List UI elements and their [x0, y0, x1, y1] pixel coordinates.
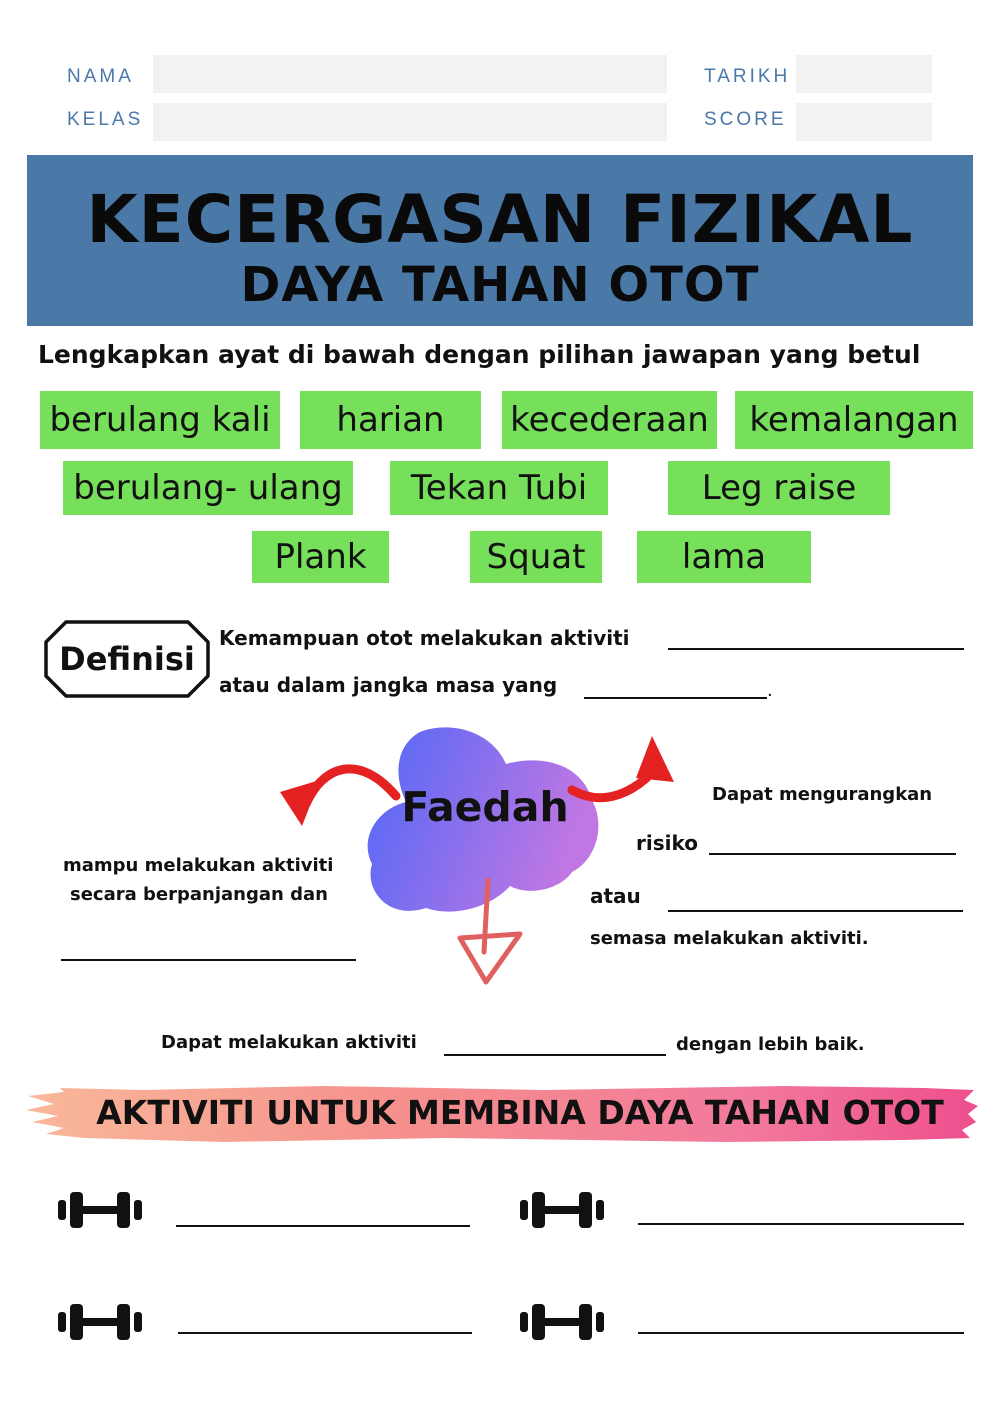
word-chip-tekan-tubi[interactable]: Tekan Tubi — [390, 461, 608, 515]
definition-line-2: atau dalam jangka masa yang — [219, 673, 558, 697]
kelas-field[interactable] — [153, 103, 667, 141]
benefit-right-line-2: risiko — [636, 831, 698, 855]
faedah-label: Faedah — [401, 783, 569, 831]
activities-heading: AKTIVITI UNTUK MEMBINA DAYA TAHAN OTOT — [96, 1093, 944, 1132]
tarikh-field[interactable] — [796, 55, 932, 93]
instruction-text: Lengkapkan ayat di bawah dengan pilihan jawapan yang betul — [38, 340, 921, 369]
arrow-left-icon — [280, 769, 396, 826]
benefit-right-blank-1[interactable] — [709, 853, 956, 855]
dumbbell-icon — [58, 1190, 142, 1230]
definition-blank-1[interactable] — [668, 648, 964, 650]
dumbbell-icon — [520, 1302, 604, 1342]
activity-blank-3[interactable] — [178, 1332, 472, 1334]
definition-label: Definisi — [59, 640, 195, 678]
benefit-bottom-blank[interactable] — [444, 1054, 666, 1056]
definition-blank-2[interactable] — [584, 697, 767, 699]
definition-period: . — [767, 680, 773, 701]
activity-blank-4[interactable] — [638, 1332, 964, 1334]
benefit-bottom-end: dengan lebih baik. — [676, 1034, 865, 1055]
nama-label: NAMA — [67, 66, 134, 87]
benefit-right-blank-2[interactable] — [668, 910, 963, 912]
benefit-bottom-start: Dapat melakukan aktiviti — [161, 1032, 417, 1053]
word-chip-kemalangan[interactable]: kemalangan — [735, 391, 973, 449]
word-chip-berulang-kali[interactable]: berulang kali — [40, 391, 280, 449]
benefit-left-line-1: mampu melakukan aktiviti — [63, 855, 334, 876]
page-title: KECERGASAN FIZIKAL — [86, 181, 914, 258]
benefit-left-blank[interactable] — [61, 959, 356, 961]
benefit-right-line-1: Dapat mengurangkan — [712, 784, 933, 805]
activity-blank-2[interactable] — [638, 1223, 964, 1225]
benefit-right-line-4: semasa melakukan aktiviti. — [590, 928, 869, 949]
definition-label-box — [44, 620, 210, 698]
word-chip-kecederaan[interactable]: kecederaan — [502, 391, 717, 449]
word-chip-lama[interactable]: lama — [637, 531, 811, 583]
nama-field[interactable] — [153, 55, 667, 93]
benefit-left-line-2: secara berpanjangan dan — [70, 884, 328, 905]
score-label: SCORE — [704, 109, 787, 130]
dumbbell-icon — [520, 1190, 604, 1230]
benefit-right-line-3: atau — [590, 884, 641, 908]
word-chip-squat[interactable]: Squat — [470, 531, 602, 583]
word-chip-leg-raise[interactable]: Leg raise — [668, 461, 890, 515]
kelas-label: KELAS — [67, 109, 144, 130]
tarikh-label: TARIKH — [704, 66, 791, 87]
dumbbell-icon — [58, 1302, 142, 1342]
word-chip-plank[interactable]: Plank — [252, 531, 389, 583]
definition-line-1: Kemampuan otot melakukan aktiviti — [219, 626, 630, 650]
word-chip-berulang-ulang[interactable]: berulang- ulang — [63, 461, 353, 515]
page-subtitle: DAYA TAHAN OTOT — [240, 257, 760, 313]
word-chip-harian[interactable]: harian — [300, 391, 481, 449]
activity-blank-1[interactable] — [176, 1225, 470, 1227]
score-field[interactable] — [796, 103, 932, 141]
